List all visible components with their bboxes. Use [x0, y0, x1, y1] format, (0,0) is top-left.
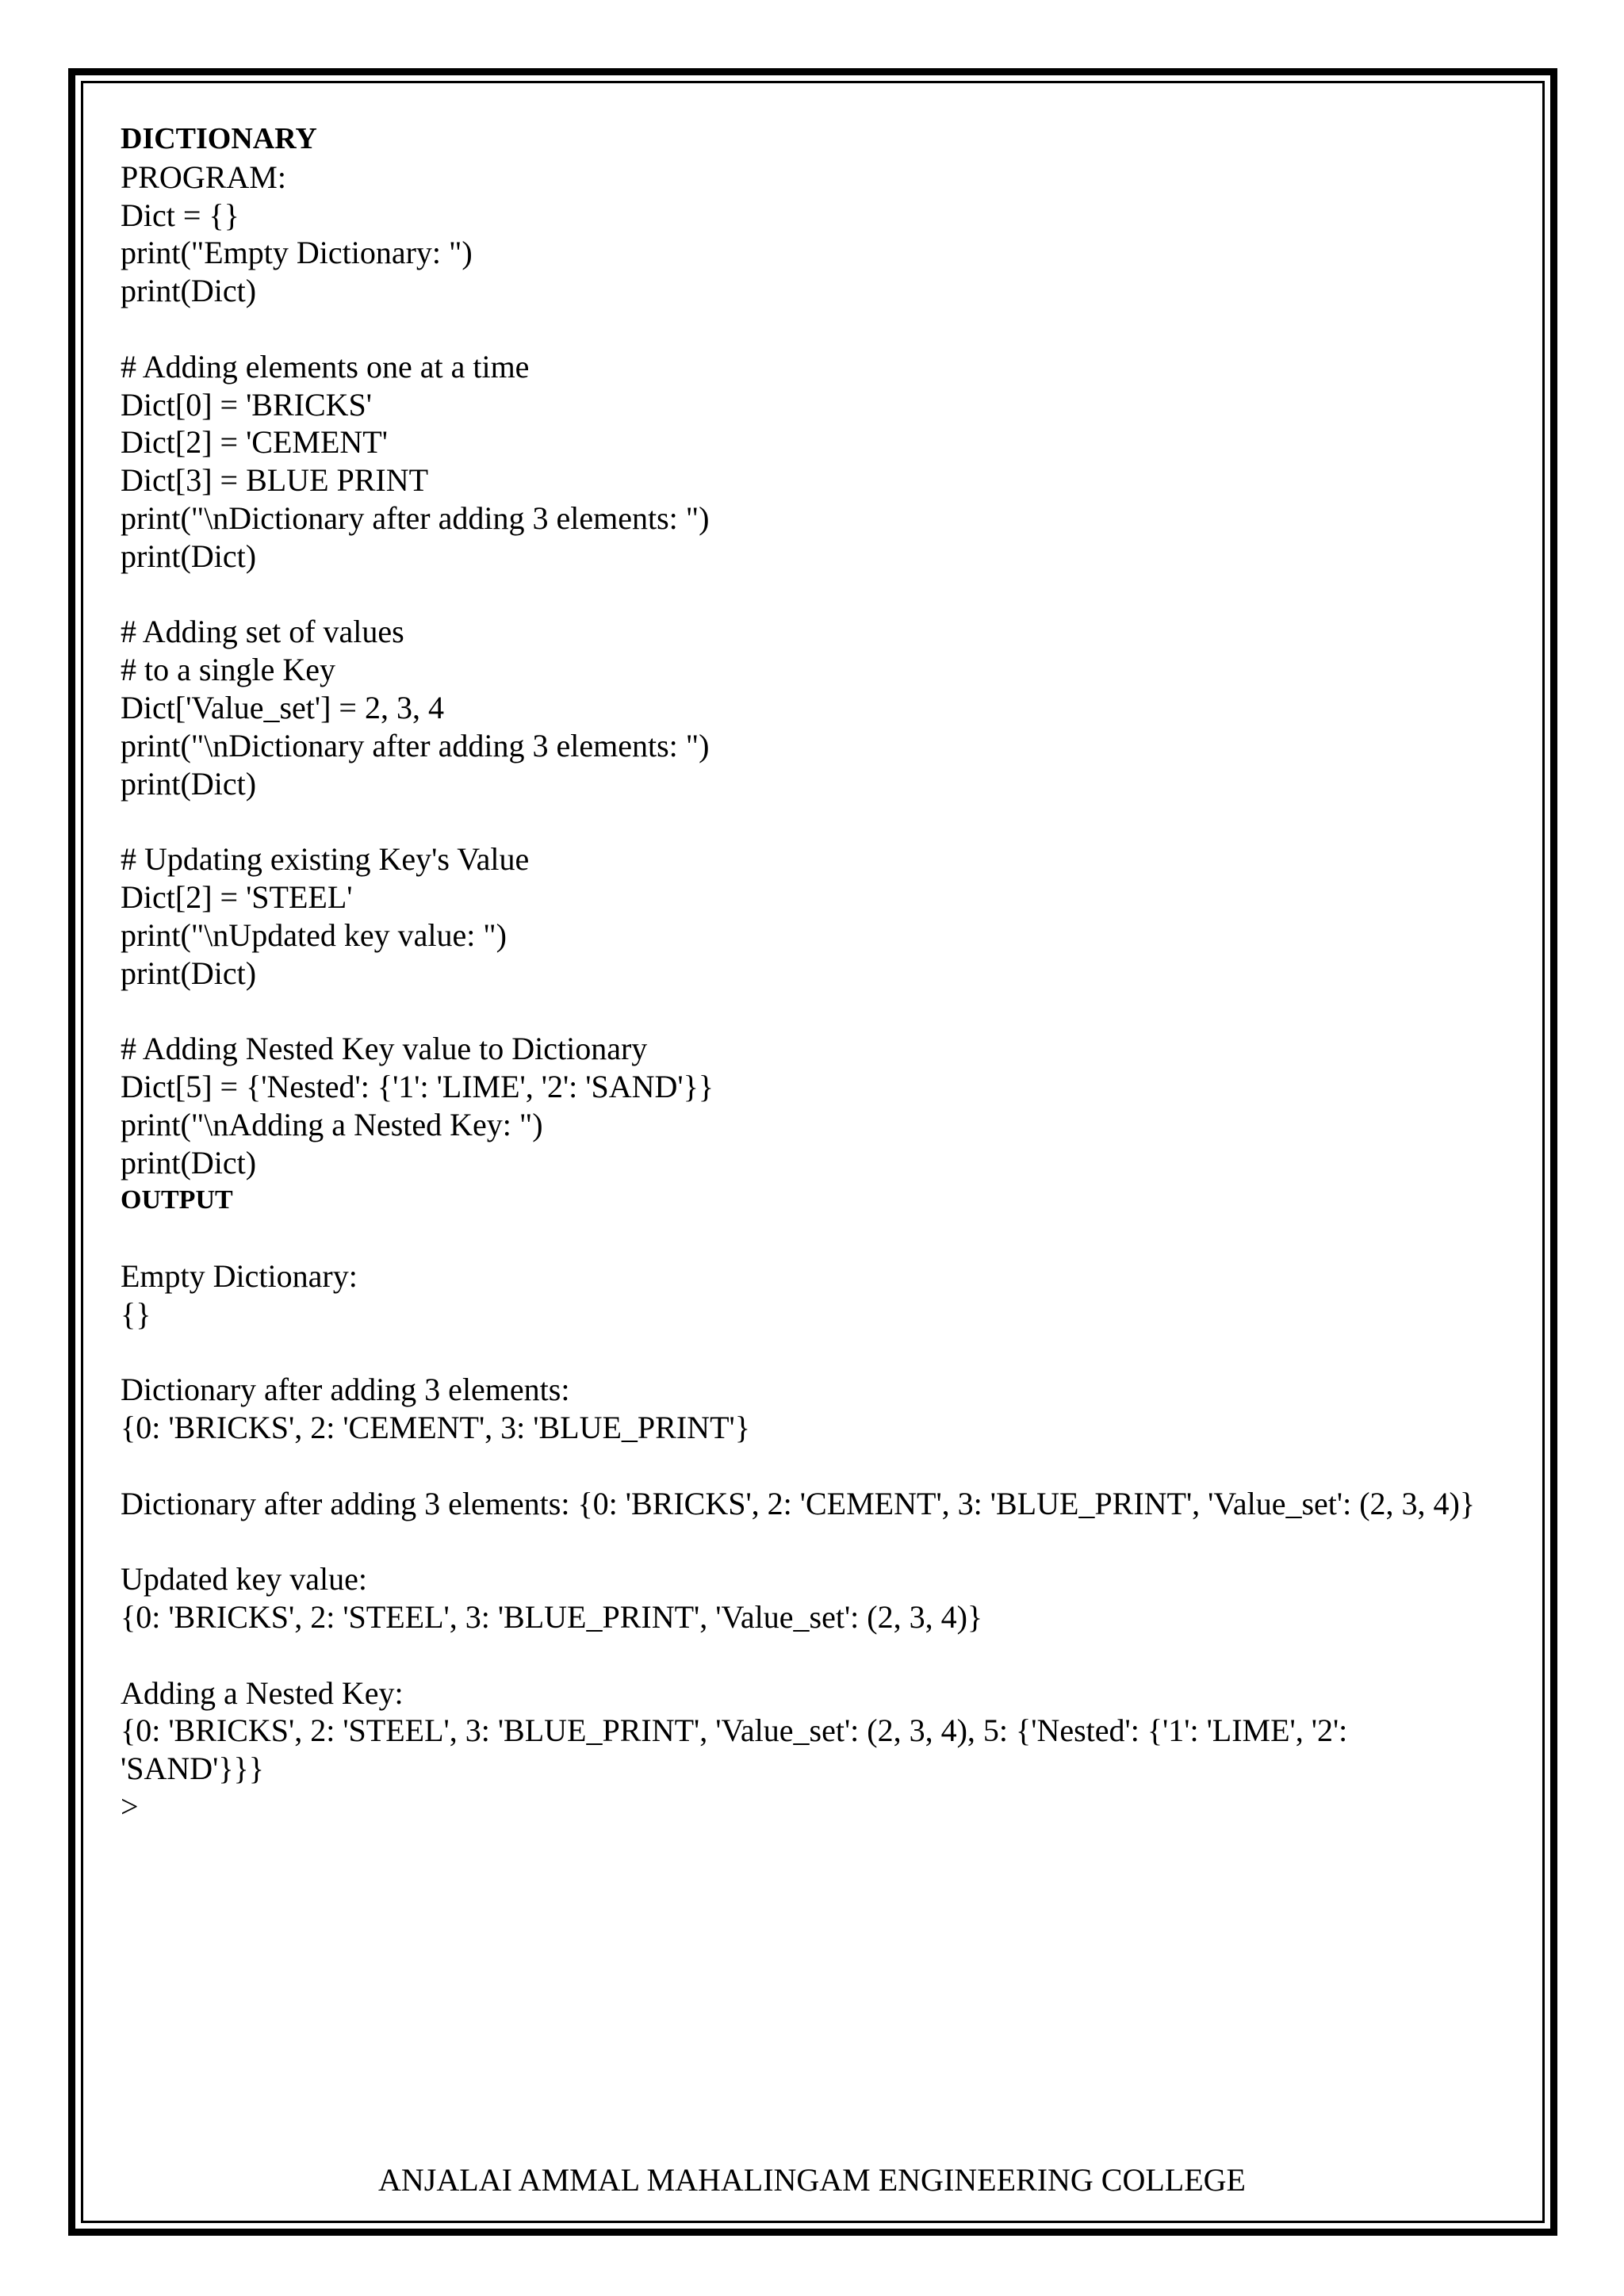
program-code-line: # Adding set of values	[121, 614, 404, 650]
program-code-line: Dict[2] = 'CEMENT'	[121, 424, 388, 461]
output-line: {}	[121, 1295, 151, 1332]
output-line	[121, 1219, 1532, 1257]
program-code-line: # Updating existing Key's Value	[121, 841, 530, 878]
program-code-line: print(Dict)	[121, 765, 257, 802]
document-title: DICTIONARY	[121, 122, 317, 155]
program-code-line: print("Empty Dictionary: ")	[121, 235, 473, 271]
program-code-line: # Adding Nested Key value to Dictionary	[121, 1031, 648, 1067]
output-label: OUTPUT	[121, 1185, 233, 1215]
program-code-line: # to a single Key	[121, 652, 336, 688]
program-code-line	[121, 802, 1532, 840]
program-code-line: # Adding elements one at a time	[121, 348, 530, 385]
output-line	[121, 1334, 1532, 1372]
program-code-line: print("\nUpdated key value: ")	[121, 916, 507, 953]
program-label: PROGRAM:	[121, 159, 286, 195]
program-code-line	[121, 992, 1532, 1030]
output-line	[121, 1447, 1532, 1485]
output-line	[121, 1522, 1532, 1560]
college-footer: ANJALAI AMMAL MAHALINGAM ENGINEERING COLLEGE	[378, 2162, 1246, 2198]
program-code-line: Dict[3] = BLUE PRINT	[121, 462, 429, 499]
output-line: Empty Dictionary:	[121, 1257, 358, 1294]
output-line: Dictionary after adding 3 elements: {0: 'BRICKS', 2: 'CEMENT', 3: 'BLUE_PRINT', 'Value_set': (2, 3, 4)}	[121, 1485, 1476, 1521]
program-code-line: print("\nAdding a Nested Key: ")	[121, 1106, 543, 1142]
output-line	[121, 1636, 1532, 1674]
program-code-line: print("\nDictionary after adding 3 elements: ")	[121, 499, 710, 536]
program-code-line: Dict[0] = 'BRICKS'	[121, 386, 372, 423]
program-code-line	[121, 310, 1532, 348]
program-code-line: print("\nDictionary after adding 3 elements: ")	[121, 727, 710, 763]
output-line: Adding a Nested Key:	[121, 1674, 404, 1711]
program-code-line: print(Dict)	[121, 538, 257, 574]
output-line: {0: 'BRICKS', 2: 'CEMENT', 3: 'BLUE_PRINT'}	[121, 1410, 750, 1446]
program-code-line: Dict[2] = 'STEEL'	[121, 878, 353, 915]
program-code-line: print(Dict)	[121, 273, 257, 309]
output-line: >	[121, 1789, 139, 1825]
program-code-block	[121, 197, 1532, 1182]
program-code-line: print(Dict)	[121, 955, 257, 991]
output-line: {0: 'BRICKS', 2: 'STEEL', 3: 'BLUE_PRINT', 'Value_set': (2, 3, 4)}	[121, 1599, 983, 1636]
program-code-line: Dict = {}	[121, 197, 239, 233]
output-line: Updated key value:	[121, 1561, 367, 1598]
program-code-line: print(Dict)	[121, 1144, 257, 1181]
document-body	[121, 121, 1532, 1826]
output-line: 'SAND'}}}	[121, 1751, 264, 1787]
program-code-line: Dict['Value_set'] = 2, 3, 4	[121, 689, 444, 725]
output-line: Dictionary after adding 3 elements:	[121, 1372, 570, 1408]
output-block	[121, 1219, 1532, 1826]
program-code-line: Dict[5] = {'Nested': {'1': 'LIME', '2': 'SAND'}}	[121, 1068, 714, 1104]
output-line: {0: 'BRICKS', 2: 'STEEL', 3: 'BLUE_PRINT', 'Value_set': (2, 3, 4), 5: {'Nested': {'1': 'LIME', '2':	[121, 1712, 1348, 1749]
program-code-line	[121, 576, 1532, 614]
